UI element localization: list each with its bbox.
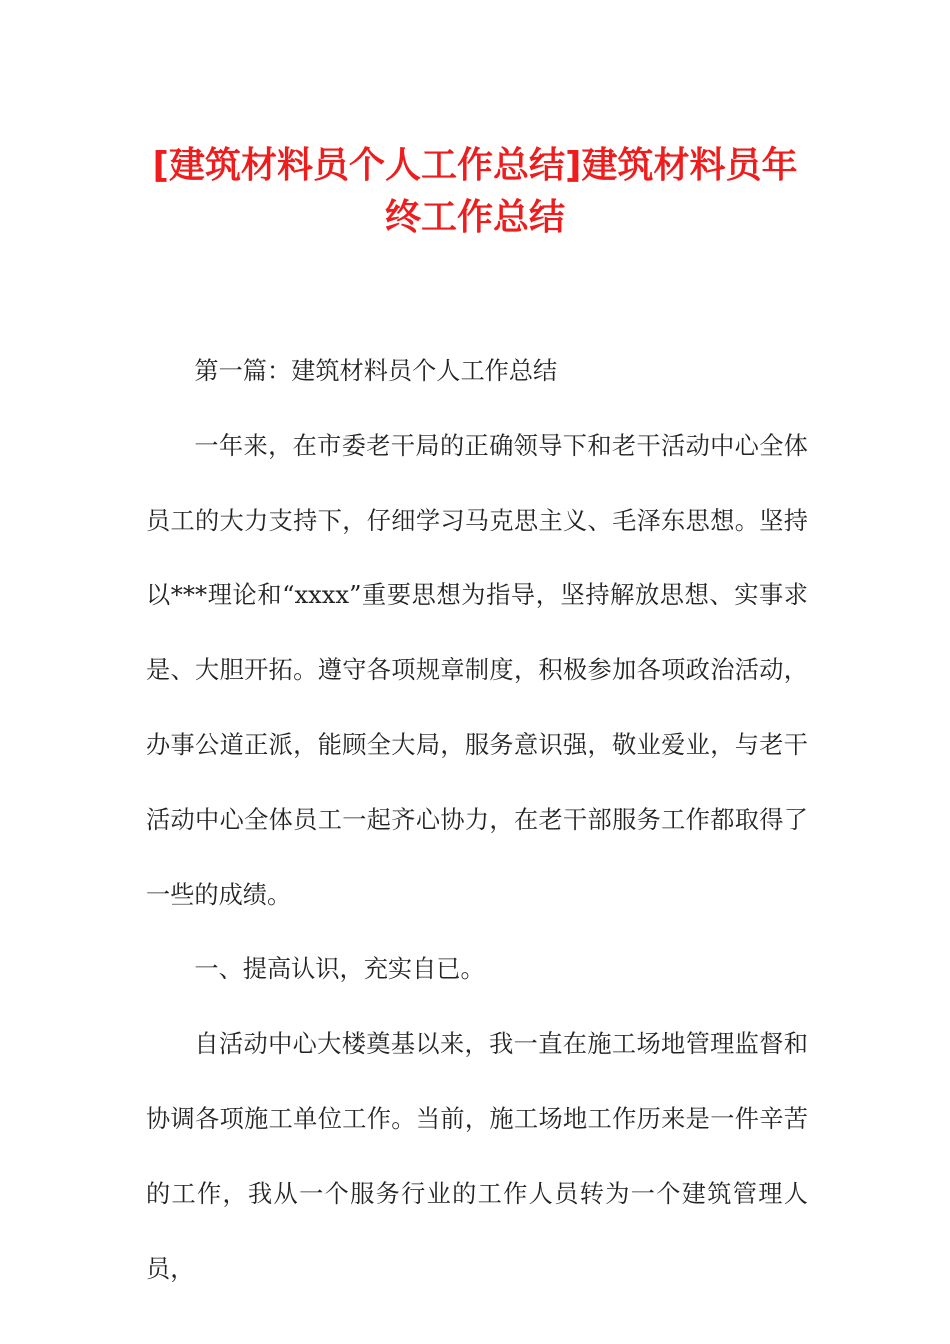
document-title: [建筑材料员个人工作总结]建筑材料员年终工作总结 — [152, 145, 798, 238]
section-heading: 第一篇：建筑材料员个人工作总结 — [194, 357, 558, 385]
subsection-heading: 一、提高认识，充实自已。 — [194, 955, 485, 984]
body-paragraph: 一年来，在市委老干局的正确领导下和老干活动中心全体员工的大力支持下，仔细学习马克思主义、毛泽东思想。坚持以***理论和“xxxx”重要思想为指导，坚持解放思想、实事求是、大胆开拓。遵守各项规章制度，积极参加各项政治活动，办事公道正派，能顾全大局，服务意识强，敬业爱业，与老干活动中心全体员工一起齐心协力，在老干部服务工作都取得了一些的成绩。 — [146, 431, 808, 909]
document-body — [146, 334, 808, 1306]
body-paragraph: 自活动中心大楼奠基以来，我一直在施工场地管理监督和协调各项施工单位工作。当前，施工场地工作历来是一件辛苦的工作，我从一个服务行业的工作人员转为一个建筑管理人员， — [146, 1030, 808, 1283]
